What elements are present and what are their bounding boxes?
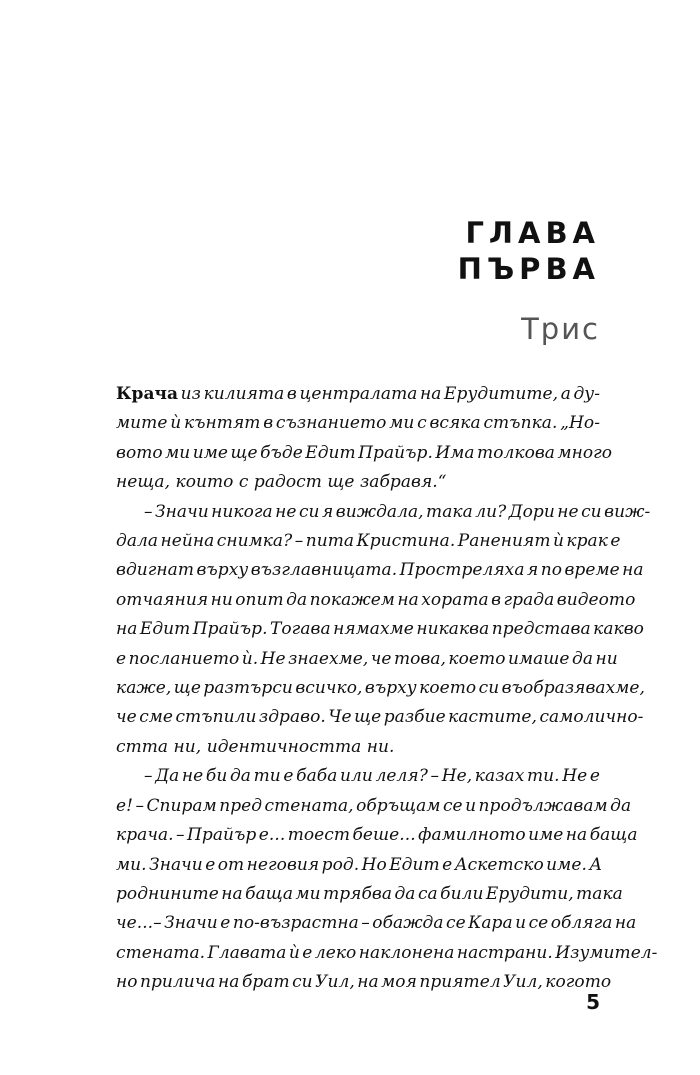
text-line: ми. Значи е от неговия род. Но Едит е Аскетско име. А [116,854,603,875]
text-line: отчаяния ни опит да покажем на хората в града видеото [116,589,636,610]
text-line: неща, които с радост ще забравя.“ [116,472,447,493]
text-line: дала нейна снимка? – пита Кристина. Раненият ѝ крак е [116,531,621,552]
text-line: стената. Главата ѝ е леко наклонена настрани. Изумител- [116,942,658,963]
text-line: вдигнат върху възглавницата. Простреляха я по време на [116,560,644,581]
text-line: стта ни, идентичността ни. [116,736,395,757]
text-line-1 [116,380,600,409]
text-line: – Да не би да ти е баба или леля? – Не, казах ти. Не е [144,766,600,787]
text-line: че...– Значи е по-възрастна – обажда се Кара и се обляга на [116,913,637,934]
narrator-name: Трис [521,312,600,346]
text-line: каже, ще разтърси всичко, върху което си въобразявахме, [116,678,645,699]
chapter-heading-line-1: ГЛАВА [465,216,600,250]
text-line-1-rest: из килията в централата на Ерудитите, а ду- [178,384,600,404]
text-line: че сме стъпили здраво. Че ще разбие кастите, самоличнo- [116,707,644,728]
page-number: 5 [586,990,600,1014]
text-line: но прилича на брат си Уил, на моя приятел Уил, когото [116,972,612,993]
text-line: е посланието ѝ. Не знаехме, че това, което имаше да ни [116,648,618,669]
text-line: на Едит Прайър. Тогава нямахме никаква представа какво [116,619,644,640]
text-line: вото ми име ще бъде Едит Прайър. Има толкова много [116,442,613,463]
body-text [116,380,658,998]
text-line: – Значи никога не си я виждала, така ли? Дори не си виж- [144,501,651,522]
text-line: е! – Спирам пред стената, обръщам се и продължавам да [116,795,632,816]
text-line: роднините на баща ми трябва да са били Ерудити, така [116,883,623,904]
chapter-heading-line-2: ПЪРВА [457,252,600,286]
text-line: мите ѝ кънтят в съзнанието ми с всяка стъпка. „Но- [116,413,600,434]
text-line: крача. – Прайър е... тоест беше... фамилното име на баща [116,825,638,846]
chapter-heading [458,215,600,287]
lead-word: Крача [116,384,179,404]
